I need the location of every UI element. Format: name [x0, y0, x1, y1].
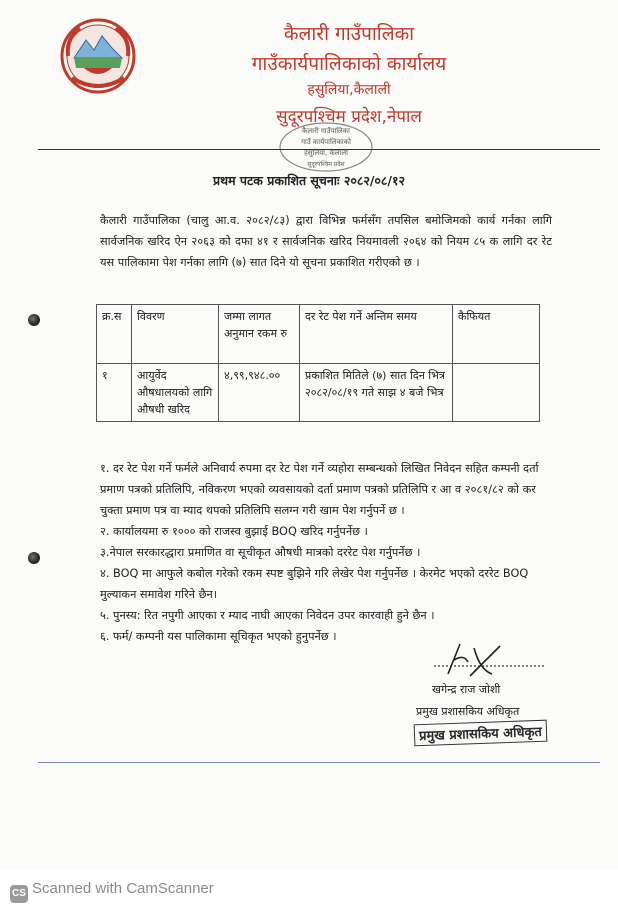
handwritten-signature	[430, 640, 510, 680]
signatory-name: खगेन्द्र राज जोशी	[432, 683, 501, 696]
header-description: विवरण	[132, 305, 219, 364]
municipality-name: कैलारी गाउँपालिका	[283, 23, 415, 45]
terms-list	[100, 458, 552, 647]
term-item: ३.नेपाल सरकारद्धारा प्रमाणित वा सूचीकृत औषधी मात्रको दररेट पेश गर्नुपर्नेछ ।	[100, 546, 421, 559]
province-name: सुदूरपश्चिम प्रदेश,नेपाल	[276, 107, 422, 127]
camscanner-watermark	[10, 880, 214, 903]
cell-estimated-cost: ४,९९,९४८.००	[219, 364, 300, 422]
punch-hole	[28, 314, 40, 326]
term-item: ६. फर्म/ कम्पनी यस पालिकामा सूचिकृत भएको हुनुपर्नेछ ।	[100, 630, 337, 643]
term-item: ४. BOQ मा आफुले कबोल गरेको रकम स्पष्ट बुझिने गरि लेखेर पेश गर्नुपर्नेछ । केरमेट भएको दररेट BOQ मुल्याकन समावेश गरिने छैन।	[100, 567, 529, 601]
watermark-text: Scanned with CamScanner	[32, 880, 214, 897]
designation-stamp: प्रमुख प्रशासकिय अधिकृत	[414, 720, 548, 747]
punch-hole	[28, 552, 40, 564]
table-row	[97, 364, 540, 422]
camscanner-logo-icon: CS	[10, 885, 28, 903]
header-deadline: दर रेट पेश गर्ने अन्तिम समय	[300, 305, 453, 364]
signatory-title: प्रमुख प्रशासकिय अधिकृत	[416, 705, 520, 718]
stamp-line-2: गाउँ कार्यपालिकाको	[301, 138, 351, 146]
header-remarks: कैफियत	[453, 305, 540, 364]
term-item: ५. पुनस्य: रित नपुगी आएका र म्याद नाघी आएका निवेदन उपर कारवाही हुने छैन ।	[100, 609, 435, 622]
footer-rule	[38, 762, 600, 763]
bid-table	[96, 304, 540, 422]
cell-serial: १	[97, 364, 132, 422]
signature-dotted-line	[434, 664, 544, 668]
header-serial: क्र.स	[97, 305, 132, 364]
stamp-line-1: कैलारी गाउँपालिका	[302, 127, 350, 135]
office-address: हसुलिया,कैलाली	[307, 82, 391, 98]
stamp-line-4: सुदूरपश्चिम प्रदेश	[307, 161, 345, 168]
office-name: गाउँकार्यपालिकाको कार्यालय	[251, 53, 447, 75]
stamp-line-3: हसुलिया, कैलाली	[304, 149, 348, 157]
notice-intro-paragraph: कैलारी गाउँपालिका (चालु आ.व. २०८२/८३) द्वारा विभिन्न फर्मसँग तपसिल बमोजिमको कार्य गर्नका लागि सार्वजनिक खरिद ऐन २०६३ को दफा ४१ र सार्वजनिक खरिद नियमावली २०६४ को नियम ८५ क लागि दर रेट यस पालिकामा पेश गर्नका लागि (७) सात दिने यो सूचना प्रकाशित गरीएको छ ।	[100, 214, 552, 269]
cell-remarks	[453, 364, 540, 422]
office-seal-stamp	[276, 120, 376, 174]
header-estimated-cost: जम्मा लागत अनुमान रकम रु	[219, 305, 300, 364]
term-item: १. दर रेट पेश गर्ने फर्मले अनिवार्य रुपमा दर रेट पेश गर्ने व्यहोरा सम्बन्धको लिखित निवेदन सहित कम्पनी दर्ता प्रमाण पत्रको प्रतिलिपि, नविकरण भएको व्यवसायको दर्ता प्रमाण पत्रको प्रतिलिपि र आ व २०८१/८२ को कर चुक्ता प्रमाण पत्र वा म्याद थपको प्रतिलिपि सलग्न गरी खाम पेश गर्नुपर्ने छ ।	[100, 462, 539, 517]
term-item: २. कार्यालयमा रु १००० को राजस्व बुझाई BOQ खरिद गर्नुपर्नेछ ।	[100, 525, 368, 538]
notice-title: प्रथम पटक प्रकाशित सूचनाः २०८२/०८/१२	[212, 173, 405, 188]
table-header-row	[97, 305, 540, 364]
cell-deadline: प्रकाशित मितिले (७) सात दिन भित्र २०८२/०८/१९ गते साझ ४ बजे भित्र	[300, 364, 453, 422]
cell-description: आयुर्वेद औषधालयको लागि औषधी खरिद	[132, 364, 219, 422]
